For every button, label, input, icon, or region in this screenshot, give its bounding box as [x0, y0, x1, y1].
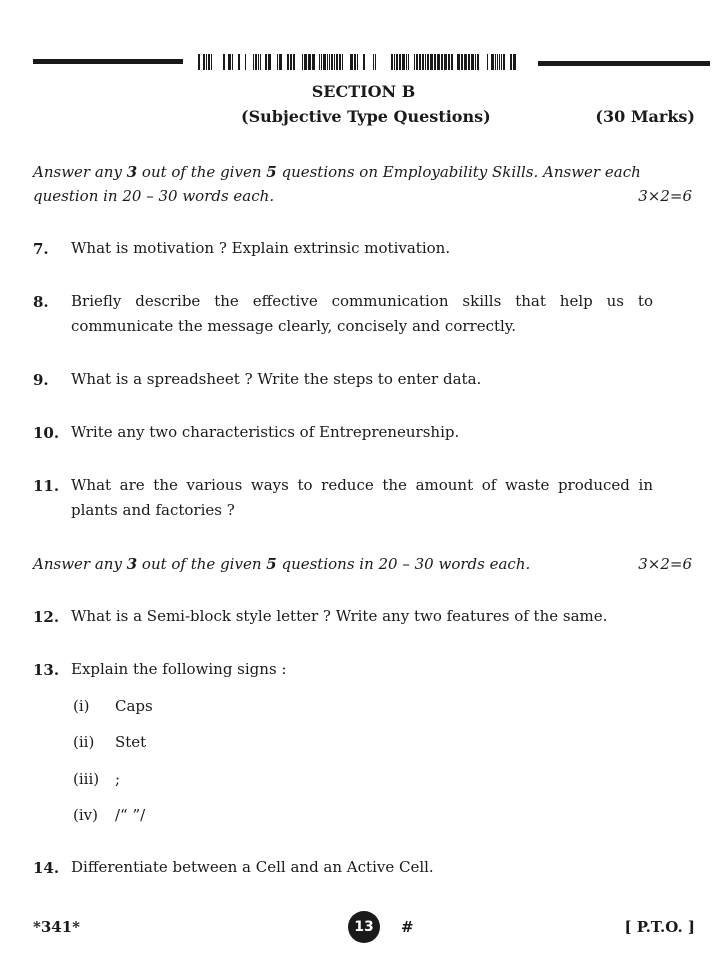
- barcode-bar: [327, 54, 328, 70]
- subpart-text: /“ ”/: [115, 806, 146, 824]
- barcode-bar: [419, 54, 421, 70]
- barcode: [198, 54, 520, 70]
- barcode-bar: [448, 54, 450, 70]
- barcode-bar: [503, 54, 505, 70]
- question-text: Write any two characteristics of Entrepreneurship.: [71, 423, 460, 441]
- barcode-bar: [495, 54, 496, 70]
- barcode-bar: [258, 54, 259, 70]
- barcode-bar: [293, 54, 295, 70]
- barcode-bar: [434, 54, 436, 70]
- barcode-bar: [375, 54, 376, 70]
- subpart-label: (i): [73, 697, 90, 715]
- hash-mark: #: [401, 918, 414, 936]
- barcode-bar: [396, 54, 398, 70]
- barcode-bar: [312, 54, 315, 70]
- barcode-bar: [342, 54, 343, 70]
- barcode-bar: [394, 54, 395, 70]
- barcode-bar: [363, 54, 365, 70]
- barcode-bar: [339, 54, 341, 70]
- instruction-1-total: 5: [266, 163, 277, 181]
- instruction-1-count: 3: [126, 163, 138, 181]
- subpart-label: (iii): [73, 770, 100, 788]
- subpart-text: ;: [115, 770, 121, 788]
- barcode-bar: [501, 54, 502, 70]
- barcode-bar: [350, 54, 353, 70]
- question-number: 9.: [33, 371, 49, 389]
- barcode-bar: [232, 54, 233, 70]
- barcode-bar: [211, 54, 212, 70]
- barcode-bar: [319, 54, 320, 70]
- section-title: SECTION B: [311, 82, 416, 101]
- barcode-bar: [399, 54, 401, 70]
- barcode-bar: [461, 54, 463, 70]
- barcode-bar: [497, 54, 498, 70]
- barcode-bar: [471, 54, 474, 70]
- barcode-bar: [268, 54, 271, 70]
- barcode-bar: [265, 54, 267, 70]
- barcode-bar: [304, 54, 307, 70]
- question-number: 12.: [33, 608, 60, 626]
- barcode-bar: [260, 54, 261, 70]
- barcode-bar: [277, 54, 278, 70]
- barcode-bar: [513, 54, 516, 70]
- barcode-bar: [491, 54, 494, 70]
- subpart-text: Caps: [115, 697, 153, 715]
- barcode-bar: [464, 54, 467, 70]
- barcode-bar: [245, 54, 246, 70]
- instruction-1-line2: question in 20 – 30 words each.: [33, 187, 275, 205]
- barcode-bar: [206, 54, 207, 70]
- barcode-bar: [487, 54, 488, 70]
- barcode-bar: [468, 54, 470, 70]
- barcode-bar: [253, 54, 254, 70]
- instruction-2-total: 5: [266, 555, 277, 573]
- question-text: Explain the following signs :: [71, 660, 287, 678]
- paper-code: *341*: [33, 918, 80, 936]
- barcode-bar: [437, 54, 440, 70]
- barcode-bar: [425, 54, 426, 70]
- barcode-bar: [430, 54, 433, 70]
- page-number: 13: [348, 911, 380, 943]
- subpart-text: Stet: [115, 733, 147, 751]
- barcode-bar: [416, 54, 418, 70]
- barcode-bar: [391, 54, 393, 70]
- barcode-bar: [329, 54, 330, 70]
- question-text: What is a spreadsheet ? Write the steps to enter data.: [71, 370, 482, 388]
- barcode-bar: [457, 54, 460, 70]
- pto-label: [ P.T.O. ]: [624, 918, 695, 936]
- barcode-bar: [414, 54, 415, 70]
- barcode-bar: [354, 54, 356, 70]
- barcode-bar: [357, 54, 358, 70]
- barcode-bar: [323, 54, 326, 70]
- barcode-bar: [302, 54, 303, 70]
- instruction-1-marks: 3×2=6: [638, 187, 692, 205]
- instruction-2-line1: Answer any 3 out of the given 5 questions in 20 – 30 words each.: [33, 555, 531, 573]
- barcode-bar: [208, 54, 210, 70]
- question-number: 10.: [33, 424, 60, 442]
- question-number: 13.: [33, 661, 60, 679]
- barcode-bar: [203, 54, 205, 70]
- question-number: 7.: [33, 240, 49, 258]
- barcode-bar: [255, 54, 257, 70]
- barcode-bar: [287, 54, 289, 70]
- header-rule-left: [33, 59, 183, 64]
- barcode-bar: [499, 54, 500, 70]
- instruction-2-count: 3: [126, 555, 138, 573]
- barcode-bar: [223, 54, 225, 70]
- barcode-bar: [477, 54, 479, 70]
- barcode-bar: [510, 54, 512, 70]
- barcode-bar: [451, 54, 453, 70]
- question-number: 14.: [33, 859, 60, 877]
- barcode-bar: [427, 54, 429, 70]
- barcode-bar: [475, 54, 476, 70]
- section-subtitle: (Subjective Type Questions): [241, 107, 491, 126]
- barcode-bar: [441, 54, 443, 70]
- instruction-1-line1: Answer any 3 out of the given 5 questions on Employability Skills. Answer each: [33, 163, 641, 181]
- barcode-bar: [279, 54, 282, 70]
- barcode-bar: [422, 54, 424, 70]
- subpart-label: (ii): [73, 733, 95, 751]
- barcode-bar: [406, 54, 407, 70]
- barcode-bar: [334, 54, 335, 70]
- section-marks: (30 Marks): [595, 107, 695, 126]
- barcode-bar: [290, 54, 292, 70]
- barcode-bar: [373, 54, 374, 70]
- question-text: What are the various ways to reduce the amount of waste produced in plants and factories ?: [71, 476, 653, 519]
- barcode-bar: [321, 54, 322, 70]
- subpart-label: (iv): [73, 806, 98, 824]
- barcode-bar: [308, 54, 311, 70]
- question-number: 11.: [33, 477, 60, 495]
- barcode-bar: [444, 54, 447, 70]
- barcode-bar: [336, 54, 338, 70]
- instruction-2-marks: 3×2=6: [638, 555, 692, 573]
- question-text: Briefly describe the effective communication skills that help us to communicate the message clearly, concisely and correctly.: [71, 292, 653, 335]
- barcode-bar: [402, 54, 405, 70]
- barcode-bar: [228, 54, 231, 70]
- header-rule-right: [538, 61, 710, 66]
- question-text: Differentiate between a Cell and an Active Cell.: [71, 858, 434, 876]
- question-text: What is motivation ? Explain extrinsic motivation.: [71, 239, 451, 257]
- barcode-bar: [198, 54, 200, 70]
- question-number: 8.: [33, 293, 49, 311]
- barcode-bar: [331, 54, 333, 70]
- barcode-bar: [238, 54, 240, 70]
- question-text: What is a Semi-block style letter ? Write any two features of the same.: [71, 607, 608, 625]
- barcode-bar: [408, 54, 409, 70]
